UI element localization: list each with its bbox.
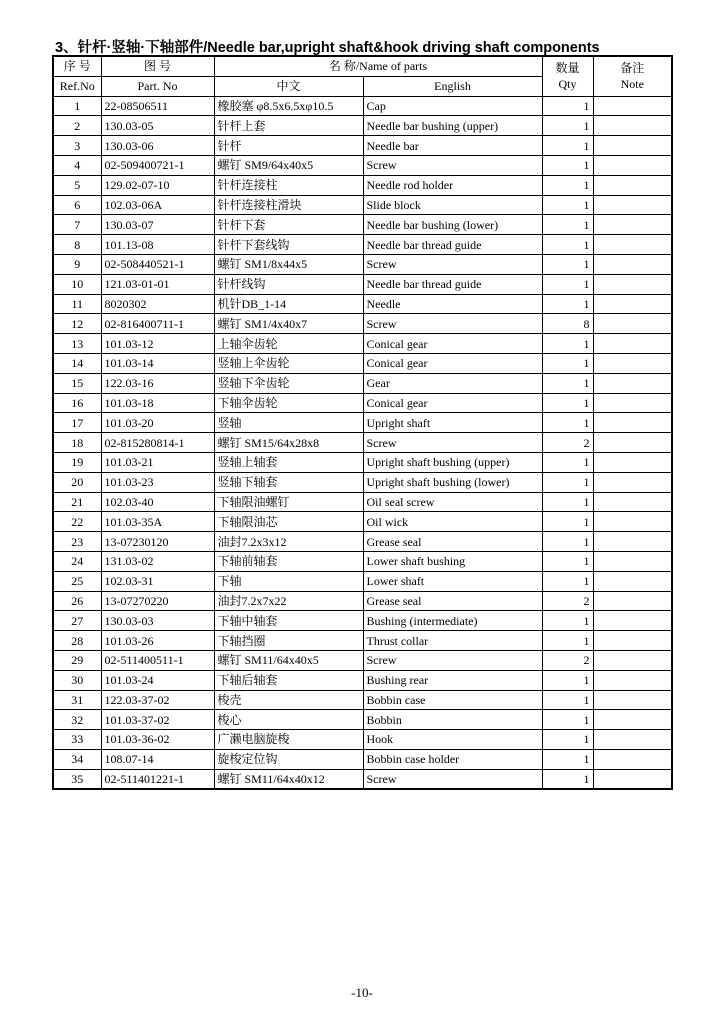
name-en-cell: Cap: [363, 96, 542, 116]
qty-cell: 1: [542, 175, 593, 195]
note-cell: [593, 116, 672, 136]
name-cn-cell: 橡胶塞 φ8.5x6.5xφ10.5: [214, 96, 363, 116]
qty-cell: 1: [542, 730, 593, 750]
name-cn-cell: 螺钉 SM15/64x28x8: [214, 433, 363, 453]
table-row: [53, 591, 672, 611]
table-row: [53, 650, 672, 670]
qty-cell: 1: [542, 215, 593, 235]
table-row: [53, 472, 672, 492]
header-qty: [542, 56, 593, 96]
name-cn-cell: 针杆下套线钩: [214, 235, 363, 255]
part-no-cell: 131.03-02: [101, 551, 214, 571]
qty-cell: 1: [542, 452, 593, 472]
table-row: [53, 96, 672, 116]
ref-no-cell: 4: [53, 155, 101, 175]
name-cn-cell: 螺钉 SM9/64x40x5: [214, 155, 363, 175]
part-no-cell: 122.03-37-02: [101, 690, 214, 710]
name-cn-cell: 针杆连接柱: [214, 175, 363, 195]
part-no-cell: 02-816400711-1: [101, 314, 214, 334]
name-cn-cell: 油封7.2x3x12: [214, 532, 363, 552]
ref-no-cell: 6: [53, 195, 101, 215]
header-qty-en: Qty: [558, 77, 577, 92]
qty-cell: 1: [542, 136, 593, 156]
qty-cell: 1: [542, 195, 593, 215]
part-no-cell: 13-07230120: [101, 532, 214, 552]
part-no-cell: 13-07270220: [101, 591, 214, 611]
part-no-cell: 02-511400511-1: [101, 650, 214, 670]
name-en-cell: Screw: [363, 650, 542, 670]
table-row: [53, 611, 672, 631]
name-en-cell: Gear: [363, 373, 542, 393]
name-en-cell: Needle bar: [363, 136, 542, 156]
name-en-cell: Upright shaft: [363, 413, 542, 433]
part-no-cell: 22-08506511: [101, 96, 214, 116]
note-cell: [593, 254, 672, 274]
name-cn-cell: 螺钉 SM1/8x44x5: [214, 254, 363, 274]
name-en-cell: Bushing (intermediate): [363, 611, 542, 631]
note-cell: [593, 195, 672, 215]
table-row: [53, 314, 672, 334]
name-cn-cell: 梭壳: [214, 690, 363, 710]
name-cn-cell: 梭心: [214, 710, 363, 730]
name-cn-cell: 下轴限油芯: [214, 512, 363, 532]
note-cell: [593, 551, 672, 571]
name-en-cell: Upright shaft bushing (upper): [363, 452, 542, 472]
name-en-cell: Needle rod holder: [363, 175, 542, 195]
table-row: [53, 670, 672, 690]
ref-no-cell: 18: [53, 433, 101, 453]
name-en-cell: Lower shaft bushing: [363, 551, 542, 571]
part-no-cell: 101.03-12: [101, 334, 214, 354]
note-cell: [593, 532, 672, 552]
ref-no-cell: 2: [53, 116, 101, 136]
ref-no-cell: 8: [53, 235, 101, 255]
header-qty-cn: 数量: [555, 61, 580, 76]
part-no-cell: 101.03-21: [101, 452, 214, 472]
name-cn-cell: 机针DB_1-14: [214, 294, 363, 314]
qty-cell: 2: [542, 591, 593, 611]
name-en-cell: Upright shaft bushing (lower): [363, 472, 542, 492]
part-no-cell: 101.13-08: [101, 235, 214, 255]
name-cn-cell: 下轴中轴套: [214, 611, 363, 631]
part-no-cell: 108.07-14: [101, 749, 214, 769]
qty-cell: 1: [542, 769, 593, 789]
ref-no-cell: 31: [53, 690, 101, 710]
qty-cell: 1: [542, 611, 593, 631]
name-en-cell: Needle: [363, 294, 542, 314]
ref-no-cell: 24: [53, 551, 101, 571]
table-row: [53, 274, 672, 294]
part-no-cell: 8020302: [101, 294, 214, 314]
part-no-cell: 102.03-31: [101, 571, 214, 591]
table-row: [53, 730, 672, 750]
table-row: [53, 116, 672, 136]
header-ref-en: Ref.No: [53, 76, 101, 96]
part-no-cell: 02-511401221-1: [101, 769, 214, 789]
table-row: [53, 769, 672, 789]
qty-cell: 1: [542, 235, 593, 255]
qty-cell: 1: [542, 670, 593, 690]
name-cn-cell: 螺钉 SM11/64x40x5: [214, 650, 363, 670]
name-en-cell: Screw: [363, 769, 542, 789]
name-cn-cell: 广濑电脑旋梭: [214, 730, 363, 750]
name-cn-cell: 下轴后轴套: [214, 670, 363, 690]
name-en-cell: Bobbin case: [363, 690, 542, 710]
part-no-cell: 101.03-23: [101, 472, 214, 492]
qty-cell: 2: [542, 650, 593, 670]
table-row: [53, 571, 672, 591]
table-row: [53, 175, 672, 195]
qty-cell: 1: [542, 512, 593, 532]
name-en-cell: Screw: [363, 433, 542, 453]
part-no-cell: 101.03-36-02: [101, 730, 214, 750]
ref-no-cell: 17: [53, 413, 101, 433]
ref-no-cell: 25: [53, 571, 101, 591]
ref-no-cell: 3: [53, 136, 101, 156]
note-cell: [593, 334, 672, 354]
page-number: -10-: [351, 985, 373, 1000]
part-no-cell: 129.02-07-10: [101, 175, 214, 195]
part-no-cell: 101.03-18: [101, 393, 214, 413]
table-row: [53, 532, 672, 552]
name-cn-cell: 下轴限油螺钉: [214, 492, 363, 512]
ref-no-cell: 7: [53, 215, 101, 235]
part-no-cell: 130.03-03: [101, 611, 214, 631]
name-cn-cell: 竖轴: [214, 413, 363, 433]
name-en-cell: Lower shaft: [363, 571, 542, 591]
ref-no-cell: 13: [53, 334, 101, 354]
table-row: [53, 136, 672, 156]
note-cell: [593, 314, 672, 334]
note-cell: [593, 393, 672, 413]
note-cell: [593, 690, 672, 710]
name-cn-cell: 针杆: [214, 136, 363, 156]
table-row: [53, 433, 672, 453]
name-en-cell: Bushing rear: [363, 670, 542, 690]
part-no-cell: 130.03-07: [101, 215, 214, 235]
part-no-cell: 101.03-14: [101, 353, 214, 373]
name-cn-cell: 针杆连接柱滑块: [214, 195, 363, 215]
ref-no-cell: 9: [53, 254, 101, 274]
part-no-cell: 02-815280814-1: [101, 433, 214, 453]
note-cell: [593, 512, 672, 532]
note-cell: [593, 730, 672, 750]
note-cell: [593, 631, 672, 651]
note-cell: [593, 611, 672, 631]
note-cell: [593, 472, 672, 492]
note-cell: [593, 571, 672, 591]
note-cell: [593, 433, 672, 453]
name-en-cell: Screw: [363, 155, 542, 175]
header-note-cn: 备注: [620, 61, 645, 76]
qty-cell: 1: [542, 274, 593, 294]
table-row: [53, 690, 672, 710]
table-row: [53, 393, 672, 413]
header-ref-cn: 序 号: [53, 56, 101, 76]
name-cn-cell: 螺钉 SM1/4x40x7: [214, 314, 363, 334]
name-en-cell: Conical gear: [363, 353, 542, 373]
table-row: [53, 334, 672, 354]
table-row: [53, 353, 672, 373]
name-en-cell: Hook: [363, 730, 542, 750]
note-cell: [593, 294, 672, 314]
ref-no-cell: 16: [53, 393, 101, 413]
qty-cell: 1: [542, 571, 593, 591]
qty-cell: 1: [542, 690, 593, 710]
part-no-cell: 102.03-06A: [101, 195, 214, 215]
qty-cell: 8: [542, 314, 593, 334]
ref-no-cell: 30: [53, 670, 101, 690]
ref-no-cell: 34: [53, 749, 101, 769]
ref-no-cell: 28: [53, 631, 101, 651]
name-en-cell: Screw: [363, 254, 542, 274]
part-no-cell: 101.03-37-02: [101, 710, 214, 730]
part-no-cell: 101.03-26: [101, 631, 214, 651]
qty-cell: 1: [542, 373, 593, 393]
ref-no-cell: 29: [53, 650, 101, 670]
qty-cell: 1: [542, 413, 593, 433]
part-no-cell: 02-508440521-1: [101, 254, 214, 274]
name-en-cell: Oil seal screw: [363, 492, 542, 512]
table-row: [53, 631, 672, 651]
note-cell: [593, 769, 672, 789]
table-row: [53, 710, 672, 730]
header-row-1: [53, 56, 672, 76]
ref-no-cell: 21: [53, 492, 101, 512]
part-no-cell: 02-509400721-1: [101, 155, 214, 175]
note-cell: [593, 650, 672, 670]
name-cn-cell: 油封7.2x7x22: [214, 591, 363, 611]
qty-cell: 1: [542, 353, 593, 373]
qty-cell: 1: [542, 492, 593, 512]
name-cn-cell: 针杆线钩: [214, 274, 363, 294]
header-part-en: Part. No: [101, 76, 214, 96]
name-en-cell: Needle bar bushing (upper): [363, 116, 542, 136]
name-cn-cell: 竖轴下伞齿轮: [214, 373, 363, 393]
part-no-cell: 121.03-01-01: [101, 274, 214, 294]
ref-no-cell: 5: [53, 175, 101, 195]
header-note: [593, 56, 672, 96]
parts-table-body: [53, 96, 672, 789]
name-en-cell: Needle bar bushing (lower): [363, 215, 542, 235]
name-en-cell: Thrust collar: [363, 631, 542, 651]
note-cell: [593, 274, 672, 294]
name-en-cell: Bobbin case holder: [363, 749, 542, 769]
qty-cell: 1: [542, 472, 593, 492]
note-cell: [593, 155, 672, 175]
ref-no-cell: 32: [53, 710, 101, 730]
header-name-en: English: [363, 76, 542, 96]
part-no-cell: 130.03-05: [101, 116, 214, 136]
table-row: [53, 551, 672, 571]
note-cell: [593, 492, 672, 512]
ref-no-cell: 33: [53, 730, 101, 750]
table-row: [53, 749, 672, 769]
qty-cell: 1: [542, 749, 593, 769]
note-cell: [593, 710, 672, 730]
name-en-cell: Conical gear: [363, 334, 542, 354]
qty-cell: 1: [542, 710, 593, 730]
table-row: [53, 254, 672, 274]
table-row: [53, 195, 672, 215]
qty-cell: 1: [542, 96, 593, 116]
note-cell: [593, 235, 672, 255]
name-cn-cell: 下轴前轴套: [214, 551, 363, 571]
name-cn-cell: 下轴: [214, 571, 363, 591]
qty-cell: 1: [542, 155, 593, 175]
qty-cell: 1: [542, 551, 593, 571]
note-cell: [593, 353, 672, 373]
page-heading: 3、针杆·竖轴·下轴部件/Needle bar,upright shaft&hook driving shaft components: [55, 40, 600, 56]
name-cn-cell: 竖轴上轴套: [214, 452, 363, 472]
name-en-cell: Grease seal: [363, 591, 542, 611]
part-no-cell: 101.03-24: [101, 670, 214, 690]
name-en-cell: Slide block: [363, 195, 542, 215]
ref-no-cell: 15: [53, 373, 101, 393]
header-note-en: Note: [620, 77, 644, 92]
name-cn-cell: 竖轴上伞齿轮: [214, 353, 363, 373]
name-cn-cell: 针杆下套: [214, 215, 363, 235]
qty-cell: 1: [542, 334, 593, 354]
qty-cell: 2: [542, 433, 593, 453]
note-cell: [593, 215, 672, 235]
table-row: [53, 492, 672, 512]
name-cn-cell: 旋梭定位钩: [214, 749, 363, 769]
part-no-cell: 102.03-40: [101, 492, 214, 512]
header-name: 名 称/Name of parts: [214, 56, 542, 76]
table-row: [53, 452, 672, 472]
name-en-cell: Screw: [363, 314, 542, 334]
ref-no-cell: 35: [53, 769, 101, 789]
ref-no-cell: 14: [53, 353, 101, 373]
note-cell: [593, 749, 672, 769]
part-no-cell: 101.03-20: [101, 413, 214, 433]
note-cell: [593, 96, 672, 116]
part-no-cell: 130.03-06: [101, 136, 214, 156]
ref-no-cell: 27: [53, 611, 101, 631]
name-en-cell: Conical gear: [363, 393, 542, 413]
qty-cell: 1: [542, 294, 593, 314]
name-cn-cell: 上轴伞齿轮: [214, 334, 363, 354]
ref-no-cell: 1: [53, 96, 101, 116]
qty-cell: 1: [542, 393, 593, 413]
ref-no-cell: 22: [53, 512, 101, 532]
table-row: [53, 215, 672, 235]
part-no-cell: 122.03-16: [101, 373, 214, 393]
name-en-cell: Needle bar thread guide: [363, 274, 542, 294]
note-cell: [593, 413, 672, 433]
ref-no-cell: 11: [53, 294, 101, 314]
qty-cell: 1: [542, 116, 593, 136]
name-en-cell: Oil wick: [363, 512, 542, 532]
name-en-cell: Needle bar thread guide: [363, 235, 542, 255]
note-cell: [593, 670, 672, 690]
name-cn-cell: 螺钉 SM11/64x40x12: [214, 769, 363, 789]
qty-cell: 1: [542, 254, 593, 274]
qty-cell: 1: [542, 532, 593, 552]
table-row: [53, 235, 672, 255]
table-row: [53, 155, 672, 175]
table-row: [53, 373, 672, 393]
note-cell: [593, 373, 672, 393]
note-cell: [593, 175, 672, 195]
name-en-cell: Bobbin: [363, 710, 542, 730]
header-part-cn: 图 号: [101, 56, 214, 76]
ref-no-cell: 12: [53, 314, 101, 334]
parts-table: [52, 55, 673, 790]
ref-no-cell: 26: [53, 591, 101, 611]
ref-no-cell: 10: [53, 274, 101, 294]
header-name-cn: 中文: [214, 76, 363, 96]
table-row: [53, 413, 672, 433]
name-en-cell: Grease seal: [363, 532, 542, 552]
name-cn-cell: 下轴挡圈: [214, 631, 363, 651]
name-cn-cell: 竖轴下轴套: [214, 472, 363, 492]
note-cell: [593, 136, 672, 156]
note-cell: [593, 452, 672, 472]
name-cn-cell: 下轴伞齿轮: [214, 393, 363, 413]
note-cell: [593, 591, 672, 611]
table-row: [53, 512, 672, 532]
name-cn-cell: 针杆上套: [214, 116, 363, 136]
table-row: [53, 294, 672, 314]
part-no-cell: 101.03-35A: [101, 512, 214, 532]
ref-no-cell: 19: [53, 452, 101, 472]
ref-no-cell: 23: [53, 532, 101, 552]
ref-no-cell: 20: [53, 472, 101, 492]
qty-cell: 1: [542, 631, 593, 651]
